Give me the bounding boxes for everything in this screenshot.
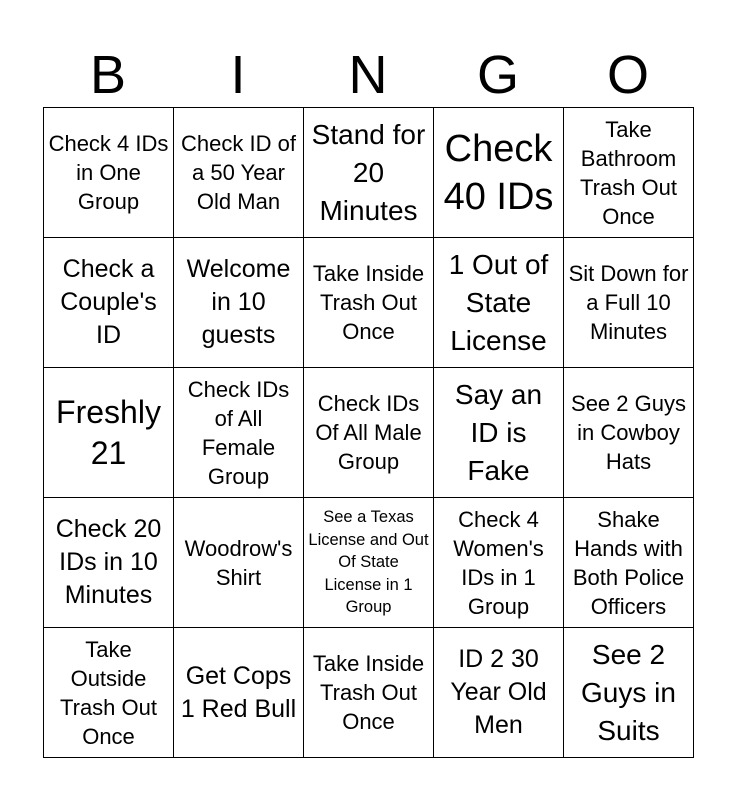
bingo-cell-label: Check 40 IDs [443,127,554,218]
bingo-cell-label: 1 Out of State License [448,248,549,356]
bingo-cell-label: Check IDs Of All Male Group [315,391,422,474]
bingo-cell-label: See 2 Guys in Cowboy Hats [571,391,686,474]
bingo-cell-label: See 2 Guys in Suits [581,638,676,746]
bingo-cell-r3-c4[interactable] [434,368,564,498]
bingo-cell-label: Check ID of a 50 Year Old Man [181,131,296,214]
bingo-cell-label: Welcome in 10 guests [186,255,291,349]
bingo-cell-label: Take Inside Trash Out Once [312,651,425,734]
bingo-cell-r4-c1[interactable] [44,498,174,628]
bingo-cell-r1-c2[interactable] [174,108,304,238]
header-letter-g: G [476,45,519,105]
bingo-cell-label: Check 4 IDs in One Group [48,131,169,214]
bingo-cell-label: Check 4 Women's IDs in 1 Group [453,506,544,619]
bingo-cell-r3-c1[interactable] [44,368,174,498]
bingo-cell-r4-c4[interactable] [434,498,564,628]
bingo-cell-r1-c3[interactable] [304,108,434,238]
bingo-cell-label: ID 2 30 Year Old Men [450,645,547,739]
bingo-cell-r2-c2[interactable] [174,238,304,368]
bingo-cell-r3-c5[interactable] [564,368,694,498]
bingo-cell-label: Sit Down for a Full 10 Minutes [568,261,689,344]
bingo-cell-label: Stand for 20 Minutes [311,118,426,226]
bingo-cell-r4-c5[interactable] [564,498,694,628]
bingo-cell-label: Check a Couple's ID [60,255,157,349]
bingo-cell-label: Freshly 21 [56,393,161,471]
bingo-header [43,44,693,106]
bingo-cell-r1-c4[interactable] [434,108,564,238]
header-letter-n: N [348,45,388,105]
bingo-cell-r4-c2[interactable] [174,498,304,628]
header-letter-i: I [230,45,246,105]
bingo-cell-r5-c3[interactable] [304,628,434,758]
bingo-cell-r5-c5[interactable] [564,628,694,758]
bingo-cell-r1-c5[interactable] [564,108,694,238]
bingo-cell-r3-c2[interactable] [174,368,304,498]
bingo-cell-r5-c4[interactable] [434,628,564,758]
bingo-cell-r2-c3[interactable] [304,238,434,368]
bingo-cell-label: Say an ID is Fake [454,378,543,486]
bingo-cell-label: Check 20 IDs in 10 Minutes [55,515,162,609]
header-letter-b: B [89,45,127,105]
bingo-cell-label: Shake Hands with Both Police Officers [572,506,685,619]
bingo-cell-label: Get Cops 1 Red Bull [180,661,297,723]
bingo-cell-r4-c3[interactable] [304,498,434,628]
bingo-cell-r2-c5[interactable] [564,238,694,368]
bingo-cell-label: Take Outside Trash Out Once [60,636,157,749]
bingo-cell-r1-c1[interactable] [44,108,174,238]
bingo-card [43,107,694,758]
bingo-cell-r2-c4[interactable] [434,238,564,368]
bingo-cell-r2-c1[interactable] [44,238,174,368]
bingo-cell-label: Check IDs of All Female Group [187,376,290,489]
header-letter-o: O [606,45,649,105]
bingo-cell-r5-c2[interactable] [174,628,304,758]
bingo-cell-label: Woodrow's Shirt [184,535,293,590]
bingo-cell-r3-c3[interactable] [304,368,434,498]
bingo-cell-label: Take Bathroom Trash Out Once [580,116,677,229]
bingo-cell-r5-c1[interactable] [44,628,174,758]
bingo-cell-label: Take Inside Trash Out Once [312,261,425,344]
bingo-cell-label: See a Texas License and Out Of State License in 1 Group [308,508,429,617]
